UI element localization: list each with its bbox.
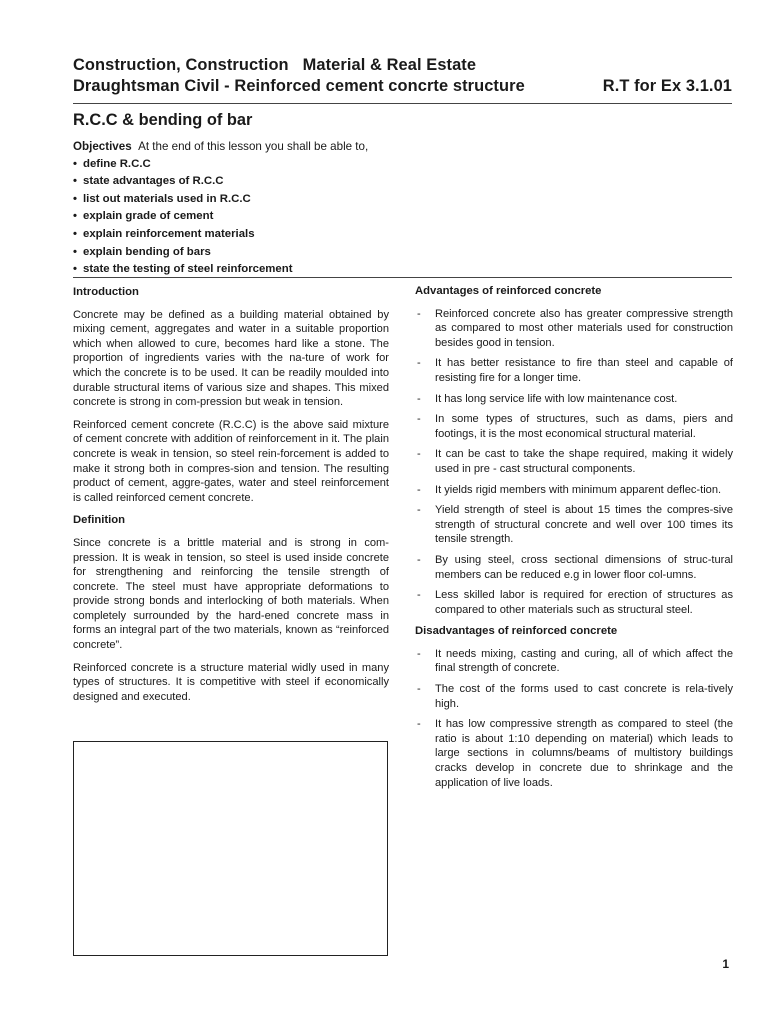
objectives-intro-text: At the end of this lesson you shall be able to, (138, 140, 369, 153)
objectives-divider (73, 277, 732, 278)
disadvantage-item: - It has low compressive strength as compared to steel (the ratio is about 1:10 depending on material) which leads to large sections in columns/beams of multistory buildings cracks develop in concrete due to shrinkage and the application of live loads. (415, 717, 733, 790)
definition-paragraph: Since concrete is a brittle material and is strong in com-pression. It is weak in tension, so steel is used inside concrete for strengthening and reinforcing the tensile strength of concrete. The steel must have appropriate deformations to provide strong bonds and interlocking of both materials. When completely surrounded by the hard-ened concrete mass in forms an integral part of the two materials, known as “reinforced concrete”. (73, 536, 389, 652)
objective-item: • define R.C.C (73, 156, 368, 174)
advantage-item: - By using steel, cross sectional dimensions of struc-tural members can be reduced e.g in lower floor col-umns. (415, 553, 733, 582)
advantage-item: - It yields rigid members with minimum apparent deflec-tion. (415, 483, 733, 498)
objective-item: • explain reinforcement materials (73, 226, 368, 244)
header-exercise-ref: R.T for Ex 3.1.01 (602, 77, 732, 95)
disadvantages-heading: Disadvantages of reinforced concrete (415, 625, 618, 638)
disadvantages-list (415, 647, 733, 790)
advantage-item: - It has better resistance to fire than steel and capable of resisting fire for a longer time. (415, 356, 733, 385)
right-column (415, 284, 733, 797)
objectives-label: Objectives (73, 140, 132, 153)
definition-heading: Definition (73, 514, 126, 527)
header-course-title: Draughtsman Civil - Reinforced cement concrte structure (73, 77, 525, 95)
objectives-intro (73, 138, 368, 156)
objective-item: • state advantages of R.C.C (73, 173, 368, 191)
figure-placeholder-box (73, 741, 388, 956)
page-number: 1 (722, 957, 729, 971)
disadvantage-item: - The cost of the forms used to cast concrete is rela-tively high. (415, 682, 733, 711)
advantages-list (415, 307, 733, 618)
left-column (73, 285, 389, 712)
objectives-list (73, 156, 368, 279)
header-divider (73, 103, 732, 104)
disadvantage-item: - It needs mixing, casting and curing, all of which affect the final strength of concrete. (415, 647, 733, 676)
advantage-item: - Yield strength of steel is about 15 times the compres-sive strength of structural concrete and well over 100 times its tensile strength. (415, 503, 733, 547)
advantage-item: - It can be cast to take the shape required, making it widely used in pre - cast structural components. (415, 447, 733, 476)
advantages-heading: Advantages of reinforced concrete (415, 285, 602, 297)
objective-item: • explain bending of bars (73, 244, 368, 262)
objectives-block (73, 138, 368, 279)
document-page (73, 0, 732, 1024)
advantage-item: - Less skilled labor is required for erection of structures as compared to other materials such as structural steel. (415, 588, 733, 617)
advantage-item: - In some types of structures, such as dams, piers and footings, it is the most economical structural material. (415, 412, 733, 441)
objective-item: • list out materials used in R.C.C (73, 191, 368, 209)
definition-paragraph: Reinforced concrete is a structure material widly used in many types of structures. It is competitive with steel if economically designed and executed. (73, 661, 389, 703)
header-category: Construction, Construction Material & Real Estate (73, 56, 477, 74)
header-course-line (73, 77, 732, 96)
lesson-title: R.C.C & bending of bar (73, 111, 253, 129)
objective-item: • explain grade of cement (73, 208, 368, 226)
introduction-paragraph: Reinforced cement concrete (R.C.C) is the above said mixture of cement concrete with addition of reinforcement in it. The plain concrete is weak in tension, so steel rein-forcement is added to make it strong both in compres-sion and tension. The resulting product of cement, aggre-gates, water and steel reinforcement is called reinforced cement concrete. (73, 418, 389, 504)
objective-item: • state the testing of steel reinforcement (73, 261, 368, 279)
introduction-heading: Introduction (73, 286, 139, 298)
advantage-item: - It has long service life with low maintenance cost. (415, 392, 733, 407)
advantage-item: - Reinforced concrete also has greater compressive strength as compared to most other materials used for construction besides good in tension. (415, 307, 733, 351)
introduction-paragraph: Concrete may be defined as a building material obtained by mixing cement, aggregates and water in a suitable proportion which when allowed to cure, becomes hard like a stone. The proportion of ingredients varies with the na-ture of work for which the concrete is to be used. It can be readily moulded into durable structural items of various size and shapes. This mixed concrete is strong in com-pression but weak in tension. (73, 308, 389, 409)
